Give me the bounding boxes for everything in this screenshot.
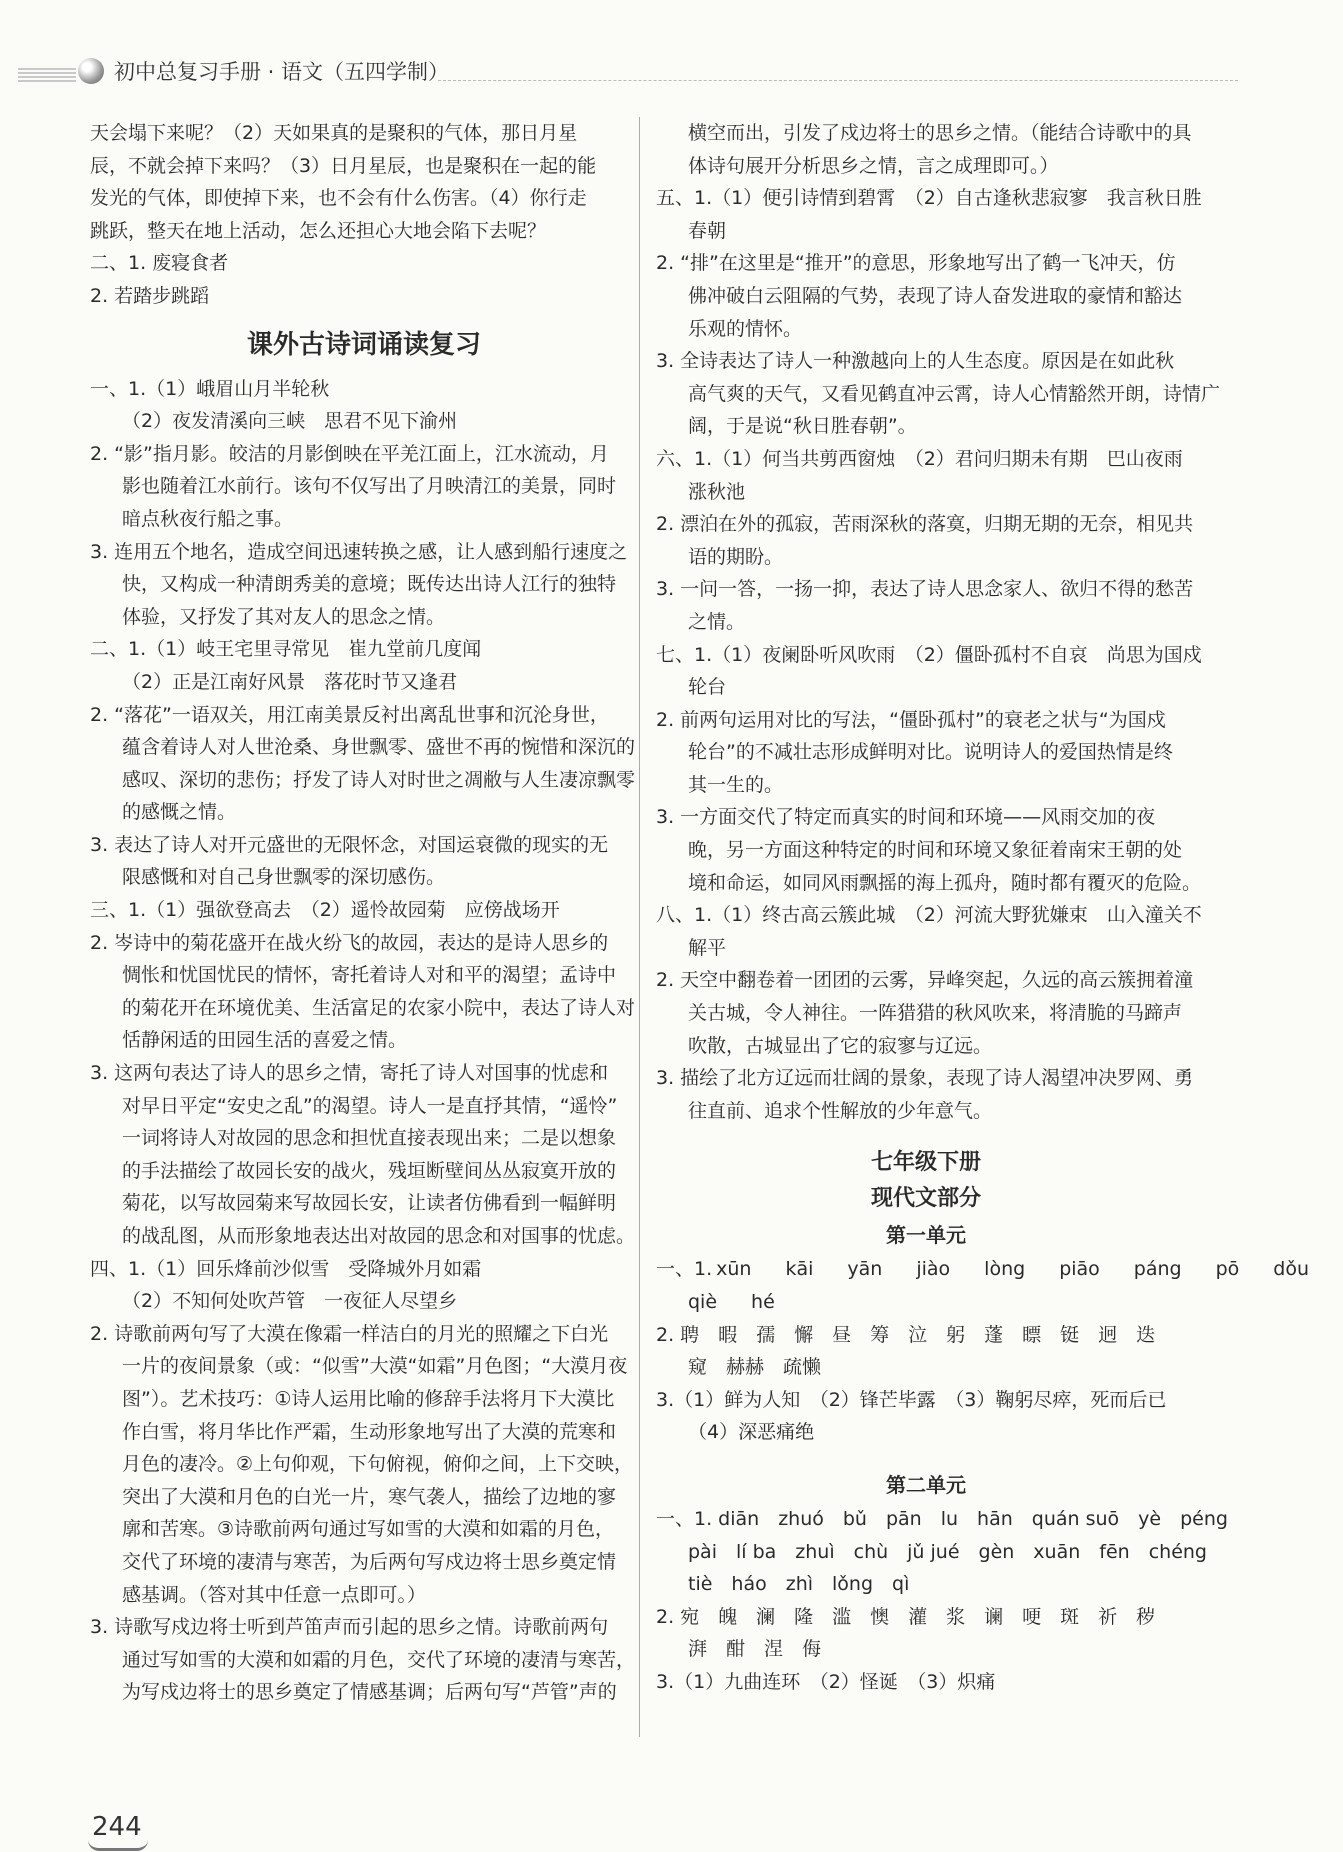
answer-line: 轮台 [688, 676, 727, 699]
answer-line: 体诗句展开分析思乡之情，言之成理即可。） [688, 154, 1059, 177]
page-header [18, 52, 1238, 92]
answer-line: 2. 漂泊在外的孤寂，苦雨深秋的落寞，归期无期的无奈，相见共 [656, 513, 1194, 536]
part-title: 现代文部分 [870, 1186, 981, 1212]
answer-line: 解平 [688, 936, 727, 959]
answer-line: 3. 连用五个地名，造成空间迅速转换之感，让人感到船行速度之 [90, 540, 628, 563]
answer-line: 六、1.（1）何当共剪西窗烛 （2）君问归期未有期 巴山夜雨 [656, 447, 1183, 470]
answer-line: 蕴含着诗人对人世沧桑、身世飘零、盛世不再的惋惜和深沉的 [122, 736, 636, 759]
answer-line: 关古城，令人神往。一阵猎猎的秋风吹来，将清脆的马蹄声 [688, 1002, 1183, 1025]
text-line: 辰，不就会掉下来吗？（3）日月星辰，也是聚积在一起的能 [90, 154, 597, 177]
answer-line: 3. 一方面交代了特定而真实的时间和环境——风雨交加的夜 [656, 806, 1156, 829]
text-line: 跳跃，整天在地上活动，怎么还担心大地会陷下去呢？ [90, 219, 547, 242]
answer-line: 3.（1）九曲连环 （2）怪诞 （3）炽痛 [656, 1670, 996, 1693]
answer-line: 的手法描绘了故园长安的战火，残垣断壁间丛丛寂寞开放的 [122, 1159, 617, 1182]
answer-line: 惆怅和忧国忧民的情怀，寄托着诗人对和平的渴望；孟诗中 [122, 964, 617, 987]
grade-title: 七年级下册 [870, 1150, 981, 1176]
item-label: 一、1. [656, 1258, 713, 1281]
text-line: 天会塌下来呢？（2）天如果真的是聚积的气体，那日月星 [90, 122, 578, 144]
pinyin: qiè [688, 1291, 718, 1313]
answer-line: （2）不知何处吹芦管 一夜征人尽望乡 [122, 1290, 458, 1313]
answer-line: 高气爽的天气，又看见鹤直冲云霄，诗人心情豁然开朗，诗情广 [688, 382, 1221, 405]
answer-line: 横空而出，引发了戍边将士的思乡之情。（能结合诗歌中的具 [688, 122, 1192, 144]
unit2-title: 第二单元 [886, 1472, 966, 1497]
answer-line: 影也随着江水前行。该句不仅写出了月映清江的美景，同时 [122, 475, 617, 498]
pinyin-line: pài lí ba zhuì chù jǔ jué gèn xuān fēn chéng [688, 1540, 1207, 1563]
text-line: 二、1. 废寝食者 [90, 252, 229, 275]
answer-line: 2. “排”在这里是“推开”的意思，形象地写出了鹤一飞冲天，仿 [656, 252, 1176, 275]
header-rule [438, 80, 1238, 81]
answer-line: 湃 酣 涅 侮 [688, 1638, 822, 1661]
column-divider [639, 117, 640, 1737]
pinyin: kāi [785, 1258, 814, 1281]
answer-line: 月色的凄冷。②上句仰观，下句俯视，俯仰之间，上下交映， [122, 1453, 634, 1476]
answer-line: 七、1.（1）夜阑卧听风吹雨 （2）僵卧孤村不自哀 尚思为国戍 [656, 643, 1202, 666]
unit1-title: 第一单元 [886, 1223, 966, 1248]
answer-line: 二、1.（1）岐王宅里寻常见 崔九堂前几度闻 [90, 638, 482, 661]
answer-line: 三、1.（1）强欲登高去 （2）遥怜故园菊 应傍战场开 [90, 899, 560, 922]
answer-line: 其一生的。 [688, 773, 784, 796]
pinyin-line [656, 1253, 1310, 1286]
answer-line: 感基调。（答对其中任意一点即可。） [122, 1583, 427, 1606]
text-line: 发光的气体，即使掉下来，也不会有什么伤害。（4）你行走 [90, 187, 587, 210]
answer-line: 交代了环境的凄清与寒苦，为后两句写戍边将士思乡奠定情 [122, 1550, 617, 1573]
header-stripes-decoration [18, 68, 76, 82]
answer-line: 3. 表达了诗人对开元盛世的无限怀念，对国运衰微的现实的无 [90, 833, 609, 856]
answer-line: 轮台”的不减壮志形成鲜明对比。说明诗人的爱国热情是终 [688, 741, 1173, 764]
answer-line: 3. 这两句表达了诗人的思乡之情，寄托了诗人对国事的忧虑和 [90, 1062, 609, 1085]
answer-line: 境和命运，如同风雨飘摇的海上孤舟，随时都有覆灭的危险。 [688, 871, 1202, 894]
pinyin: dǒu [1273, 1258, 1310, 1281]
answer-line: 恬静闲适的田园生活的喜爱之情。 [122, 1029, 408, 1052]
answer-line: 一词将诗人对故园的思念和担忧直接表现出来；二是以想象 [122, 1127, 617, 1150]
pinyin: xūn [716, 1258, 752, 1281]
pinyin: jiào [916, 1258, 951, 1281]
pinyin: páng [1133, 1258, 1182, 1281]
answer-line: 2. 聘 暇 孺 懈 昼 筹 泣 躬 蓬 瞟 铤 迥 迭 [656, 1323, 1156, 1346]
page-number: 244 [92, 1812, 142, 1842]
header-ball-icon [78, 58, 104, 84]
answer-line: 佛冲破白云阻隔的气势，表现了诗人奋发进取的豪情和豁达 [688, 284, 1183, 307]
pinyin-line: tiè háo zhì lǒng qì [688, 1573, 910, 1596]
book-title: 初中总复习手册 · 语文（五四学制） [114, 60, 450, 84]
answer-line: 快，又构成一种清朗秀美的意境；既传达出诗人江行的独特 [122, 573, 617, 596]
answer-line: 2. 诗歌前两句写了大漠在像霜一样洁白的月光的照耀之下白光 [90, 1322, 609, 1345]
page-number-decoration [88, 1840, 148, 1851]
answer-line: 一片的夜间景象（或：“似雪”大漠“如霜”月色图；“大漠月夜 [122, 1355, 628, 1378]
answer-line: 2. “落花”一语双关，用江南美景反衬出离乱世事和沉沦身世， [90, 703, 609, 726]
pinyin: hé [751, 1291, 775, 1313]
answer-line: 2. 前两句运用对比的写法，“僵卧孤村”的衰老之状与“为国戍 [656, 708, 1166, 731]
answer-line: （4）深恶痛绝 [688, 1421, 815, 1444]
answer-line: 廓和苦寒。③诗歌前两句通过写如雪的大漠和如霜的月色， [122, 1518, 615, 1541]
pinyin: pō [1215, 1258, 1240, 1281]
answer-line: 2. 天空中翻卷着一团团的云雾，异峰突起，久远的高云簇拥着潼 [656, 969, 1194, 992]
answer-line: 图”）。艺术技巧：①诗人运用比喻的修辞手法将月下大漠比 [122, 1387, 615, 1410]
answer-line: 春朝 [688, 219, 727, 242]
pinyin-line [656, 1286, 1196, 1319]
answer-line: 暗点秋夜行船之事。 [122, 507, 294, 530]
answer-line: 3. 描绘了北方辽远而壮阔的景象，表现了诗人渴望冲决罗网、勇 [656, 1067, 1194, 1090]
answer-line: 涨秋池 [688, 480, 746, 503]
answer-line: 的菊花开在环境优美、生活富足的农家小院中，表达了诗人对 [122, 996, 636, 1019]
answer-line: 作白雪，将月华比作严霜，生动形象地写出了大漠的荒寒和 [122, 1420, 617, 1443]
answer-line: 3. 诗歌写戍边将士听到芦笛声而引起的思乡之情。诗歌前两句 [90, 1616, 609, 1639]
answer-line: 3. 一问一答，一扬一抑，表达了诗人思念家人、欲归不得的愁苦 [656, 578, 1194, 601]
answer-line: 吹散，古城显出了它的寂寥与辽远。 [688, 1034, 993, 1057]
answer-line: （2）正是江南好风景 落花时节又逢君 [122, 670, 458, 693]
answer-line: 为写戍边将士的思乡奠定了情感基调；后两句写“芦管”声的 [122, 1681, 617, 1704]
answer-line: 限感慨和对自己身世飘零的深切感伤。 [122, 866, 446, 889]
answer-line: 通过写如雪的大漠和如霜的月色，交代了环境的凄清与寒苦， [122, 1648, 636, 1671]
answer-line: 一、1.（1）峨眉山月半轮秋 [90, 377, 330, 400]
answer-line: 之情。 [688, 610, 746, 633]
pinyin-line: 一、1. diān zhuó bǔ pān lu hān quán suō yè péng [656, 1507, 1228, 1530]
right-column [656, 117, 1310, 1699]
answer-line: 2. 宛 魄 澜 隆 滥 懊 灌 浆 谰 哽 斑 祈 秽 [656, 1605, 1156, 1628]
left-column [90, 117, 638, 1709]
pinyin: lòng [984, 1258, 1026, 1281]
answer-line: 八、1.（1）终古高云簇此城 （2）河流大野犹嫌束 山入潼关不 [656, 904, 1202, 927]
answer-line: 晚，另一方面这种特定的时间和环境又象征着南宋王朝的处 [688, 839, 1183, 862]
answer-line: 阔，于是说“秋日胜春朝”。 [688, 415, 917, 438]
answer-line: 2. 岑诗中的菊花盛开在战火纷飞的故园，表达的是诗人思乡的 [90, 931, 609, 954]
answer-line: 突出了大漠和月色的白光一片，寒气袭人，描绘了边地的寥 [122, 1485, 617, 1508]
answer-line: 体验，又抒发了其对友人的思念之情。 [122, 605, 446, 628]
answer-line: 语的期盼。 [688, 545, 784, 568]
answer-line: 菊花，以写故园菊来写故园长安，让读者仿佛看到一幅鲜明 [122, 1192, 617, 1215]
answer-line: 的感慨之情。 [122, 801, 237, 824]
answer-line: 的战乱图，从而形象地表达出对故园的思念和对国事的忧虑。 [122, 1225, 636, 1247]
answer-line: 四、1.（1）回乐烽前沙似雪 受降城外月如霜 [90, 1257, 482, 1280]
pinyin: piāo [1059, 1258, 1100, 1281]
answer-line: 3. 全诗表达了诗人一种激越向上的人生态度。原因是在如此秋 [656, 350, 1175, 373]
pinyin: yān [847, 1258, 883, 1281]
answer-line: 乐观的情怀。 [688, 317, 803, 340]
answer-line: 窥 赫赫 疏懒 [688, 1356, 822, 1379]
answer-line: 3.（1）鲜为人知 （2）锋芒毕露 （3）鞠躬尽瘁，死而后已 [656, 1388, 1167, 1411]
section-title: 课外古诗词诵读复习 [246, 329, 481, 360]
answer-line: 对早日平定“安史之乱”的渴望。诗人一是直抒其情，“遥怜” [122, 1094, 618, 1117]
answer-line: 五、1.（1）便引诗情到碧霄 （2）自古逢秋悲寂寥 我言秋日胜 [656, 187, 1202, 210]
answer-line: （2）夜发清溪向三峡 思君不见下渝州 [122, 410, 458, 433]
answer-line: 感叹、深切的悲伤；抒发了诗人对时世之凋敝与人生凄凉飘零 [122, 768, 636, 791]
answer-line: 往直前、追求个性解放的少年意气。 [688, 1099, 993, 1122]
answer-line: 2. “影”指月影。皎洁的月影倒映在平羌江面上，江水流动，月 [90, 442, 609, 465]
text-line: 2. 若踏步跳蹈 [90, 284, 210, 307]
